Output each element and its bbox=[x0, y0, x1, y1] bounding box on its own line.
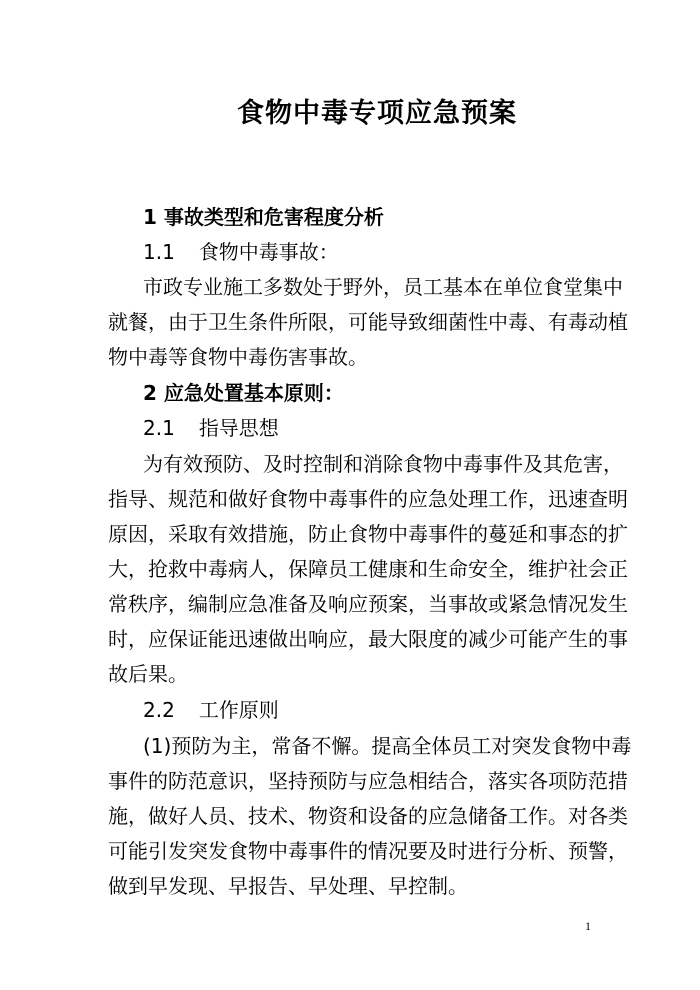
paragraph-line: 可能引发突发食物中毒事件的情况要及时进行分析、预警， bbox=[108, 839, 628, 863]
paragraph-line: 事件的防范意识，坚持预防与应急相结合，落实各项防范措 bbox=[108, 769, 628, 793]
section-2-1-number: 2.1 bbox=[143, 416, 175, 440]
section-1-1-title: 食物中毒事故： bbox=[198, 240, 339, 264]
document-title: 食物中毒专项应急预案 bbox=[237, 98, 517, 129]
paragraph-line: 大，抢救中毒病人，保障员工健康和生命安全，维护社会正 bbox=[108, 557, 628, 581]
section-1-heading: 1 事故类型和危害程度分析 bbox=[143, 205, 384, 229]
paragraph-line: 为有效预防、及时控制和消除食物中毒事件及其危害， bbox=[143, 452, 623, 476]
section-2-heading: 2 应急处置基本原则： bbox=[143, 381, 344, 405]
paragraph-line: 故后果。 bbox=[108, 662, 188, 686]
paragraph-line: (1)预防为主，常备不懈。提高全体员工对突发食物中毒 bbox=[143, 734, 632, 758]
page-number: 1 bbox=[585, 919, 591, 933]
section-2-2-number: 2.2 bbox=[143, 698, 175, 722]
paragraph-line: 原因，采取有效措施，防止食物中毒事件的蔓延和事态的扩 bbox=[108, 522, 628, 546]
paragraph-line: 就餐，由于卫生条件所限，可能导致细菌性中毒、有毒动植 bbox=[108, 310, 628, 334]
paragraph-line: 市政专业施工多数处于野外，员工基本在单位食堂集中 bbox=[143, 275, 623, 299]
paragraph-line: 施，做好人员、技术、物资和设备的应急储备工作。对各类 bbox=[108, 804, 628, 828]
paragraph-line: 常秩序，编制应急准备及响应预案，当事故或紧急情况发生 bbox=[108, 592, 628, 616]
section-2-2-title: 工作原则 bbox=[198, 698, 279, 722]
section-1-1-number: 1.1 bbox=[143, 240, 175, 264]
paragraph-line: 物中毒等食物中毒伤害事故。 bbox=[108, 345, 368, 369]
section-2-1-title: 指导思想 bbox=[198, 416, 279, 440]
paragraph-line: 做到早发现、早报告、早处理、早控制。 bbox=[108, 874, 468, 898]
paragraph-line: 时，应保证能迅速做出响应，最大限度的减少可能产生的事 bbox=[108, 627, 628, 651]
section-2-2-heading bbox=[143, 693, 643, 727]
paragraph-line: 指导、规范和做好食物中毒事件的应急处理工作，迅速查明 bbox=[108, 487, 628, 511]
section-2-1-heading bbox=[143, 411, 643, 445]
section-1-1-heading bbox=[143, 235, 643, 269]
